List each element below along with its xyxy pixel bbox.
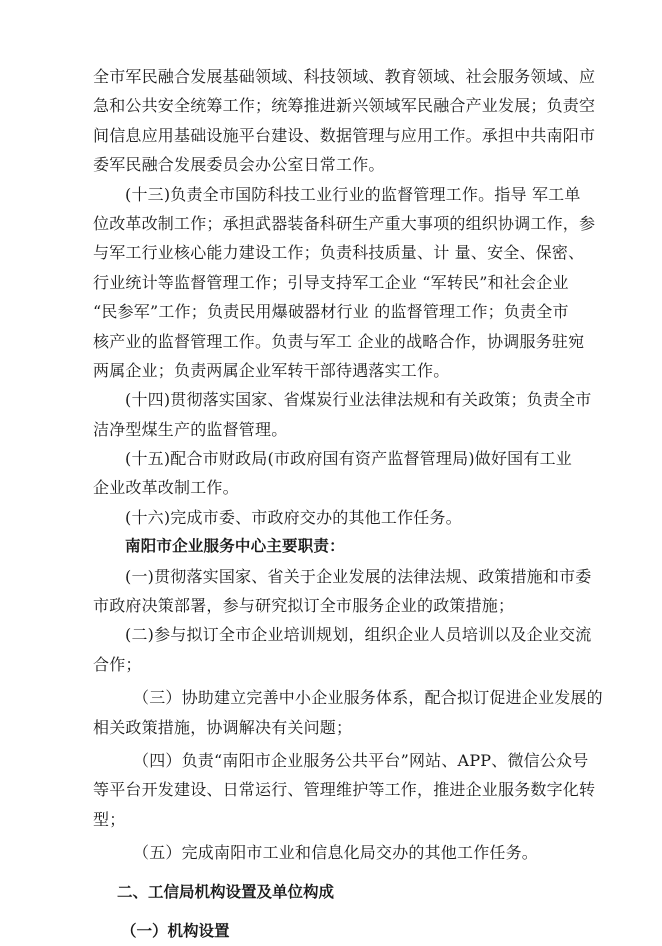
text-line: 相关政策措施，协调解决有关问题； [93,717,353,737]
text-line: （三）协助建立完善中小企业服务体系，配合拟订促进企业发展的 [133,688,603,708]
text-line: （五）完成南阳市工业和信息化局交办的其他工作任务。 [133,843,539,863]
subsection-heading: （一）机构设置 [121,921,230,940]
text-line: (十四)贯彻落实国家、省煤炭行业法律法规和有关政策；负责全市 [125,390,592,410]
text-line: 两属企业；负责两属企业军转干部待遇落实工作。 [93,360,450,380]
text-line: (十五)配合市财政局(市政府国有资产监督管理局)做好国有工业 [125,449,572,469]
text-line: 市政府决策部署，参与研究拟订全市服务企业的政策措施； [93,596,515,616]
text-line: 委军民融合发展委员会办公室日常工作。 [93,155,385,175]
text-line: （四）负责“南阳市企业服务公共平台”网站、APP、微信公众号 [133,750,589,770]
text-line: (一)贯彻落实国家、省关于企业发展的法律法规、政策措施和市委 [125,566,592,586]
text-line: 与军工行业核心能力建设工作；负责科技质量、计 量、安全、保密、 [93,243,585,263]
text-line: 核产业的监督管理工作。负责与军工 企业的战略合作，协调服务驻宛 [93,331,585,351]
text-line: 位改革改制工作；承担武器装备科研生产重大事项的组织协调工作，参 [93,213,596,233]
text-line: 洁净型煤生产的监督管理。 [93,419,288,439]
section-subheading: 南阳市企业服务中心主要职责： [125,537,345,556]
text-line: 型； [93,809,126,829]
document-page [93,62,603,946]
text-line: “民参军”工作；负责民用爆破器材行业 的监督管理工作；负责全市 [93,302,569,322]
text-line: (十三)负责全市国防科技工业行业的监督管理工作。指导 军工单 [125,184,581,204]
text-line: 合作； [93,654,142,674]
text-line: 等平台开发建设、日常运行、管理维护等工作，推进企业服务数字化转 [93,780,596,800]
text-line: (二)参与拟订全市企业培训规划，组织企业人员培训以及企业交流 [125,625,592,645]
text-line: 行业统计等监督管理工作；引导支持军工企业 “军转民”和社会企业 [93,272,569,292]
text-line: 急和公共安全统筹工作；统筹推进新兴领域军民融合产业发展；负责空 [93,96,596,116]
text-line: (十六)完成市委、市政府交办的其他工作任务。 [125,507,462,527]
text-line: 全市军民融合发展基础领域、科技领域、教育领域、社会服务领域、应 [93,67,596,86]
text-line: 企业改革改制工作。 [93,478,239,498]
section-heading: 二、工信局机构设置及单位构成 [117,882,335,901]
text-line: 间信息应用基础设施平台建设、数据管理与应用工作。承担中共南阳市 [93,125,596,145]
